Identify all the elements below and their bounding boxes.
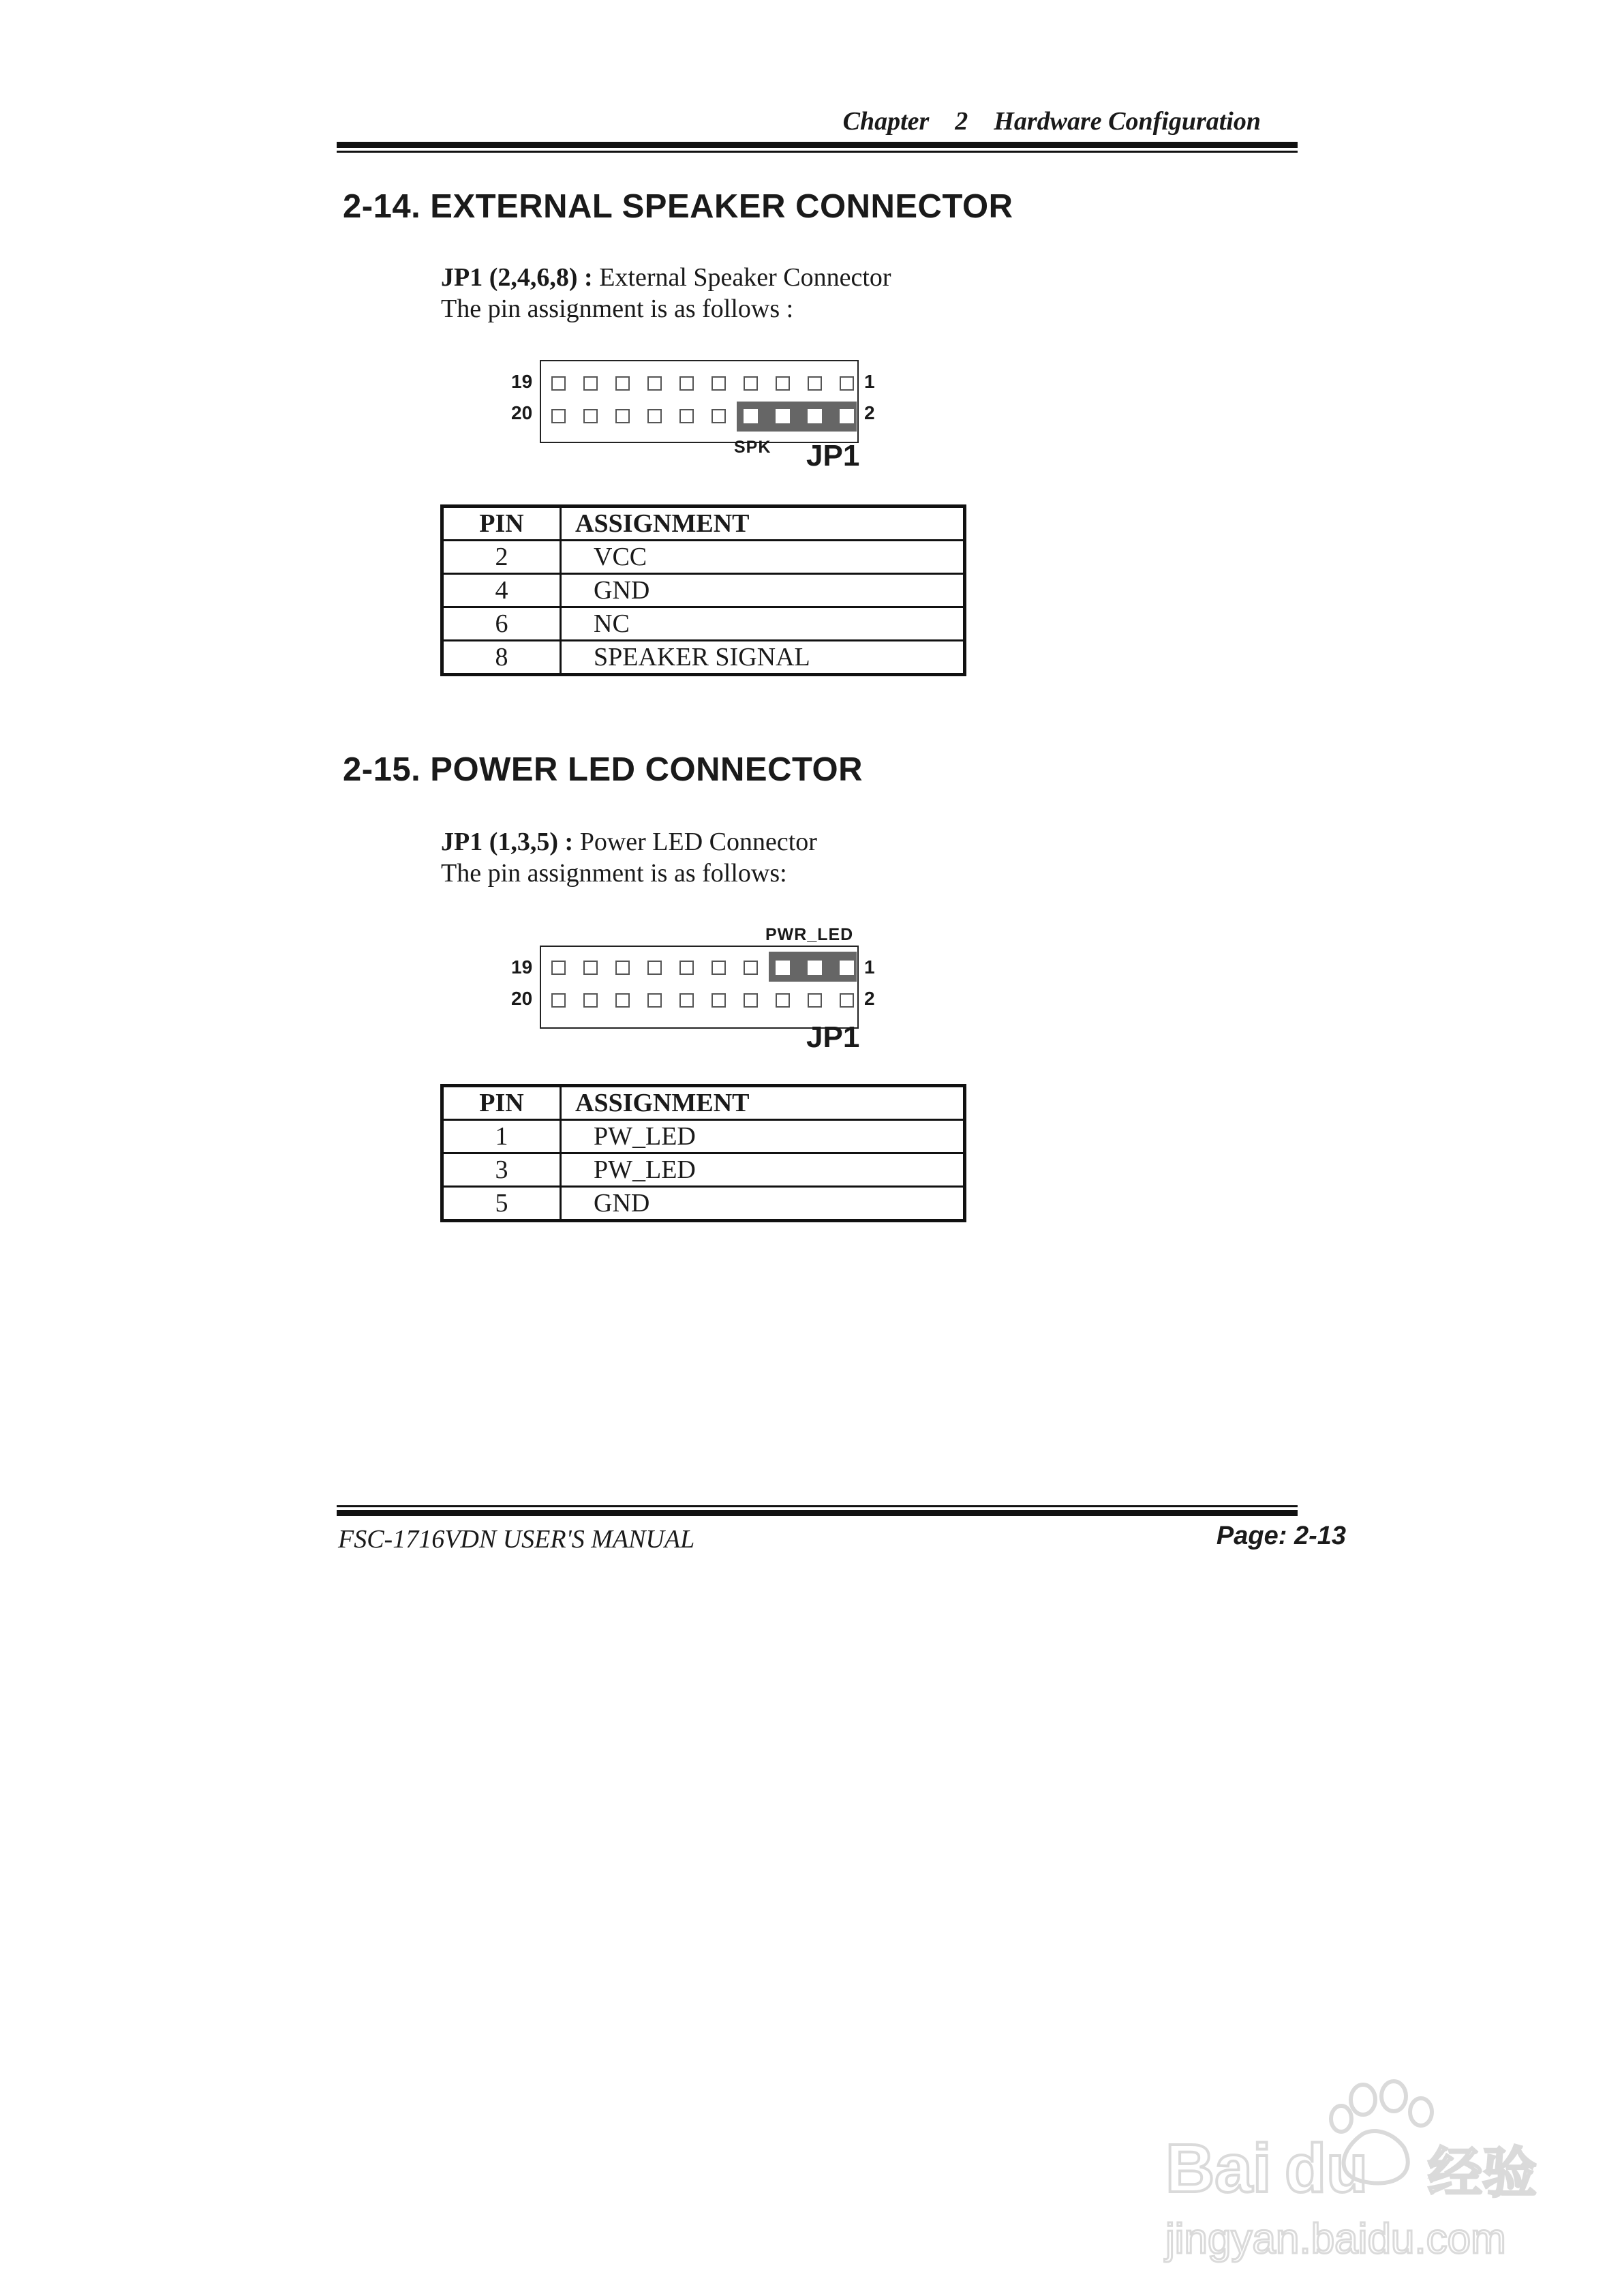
- connector-pin: [711, 961, 726, 975]
- connector-pin: [711, 376, 726, 391]
- connector-pin: [551, 961, 566, 975]
- table-row: [442, 541, 965, 574]
- connector-pin: [615, 376, 630, 391]
- baidu-jingyan-watermark: [1159, 2072, 1567, 2277]
- col-header-pin: PIN: [442, 507, 561, 541]
- pin-label-20: 20: [511, 988, 533, 1009]
- connector-pin: [840, 376, 854, 391]
- pin-label-19: 19: [511, 371, 533, 392]
- connector-pin: [679, 993, 694, 1008]
- col-header-assignment: ASSIGNMENT: [561, 1086, 965, 1120]
- section-title-power-led: 2-15. POWER LED CONNECTOR: [343, 751, 863, 788]
- connector-pin: [711, 993, 726, 1008]
- speaker-connector-diagram: [504, 354, 886, 477]
- col-header-pin: PIN: [442, 1086, 561, 1120]
- connector-pin: [551, 376, 566, 391]
- pin-label-20: 20: [511, 402, 533, 423]
- connector-header-body: [540, 360, 859, 443]
- connector-pin: [647, 409, 662, 423]
- connector-pin: [679, 409, 694, 423]
- connector-pin: [583, 993, 598, 1008]
- chapter-header: Chapter 2 Hardware Configuration: [842, 107, 1261, 136]
- speaker-description: [441, 262, 891, 324]
- connector-pin: [744, 409, 758, 423]
- table-row: [442, 1120, 965, 1153]
- connector-pin: [647, 993, 662, 1008]
- footer-rule-thin: [337, 1505, 1298, 1507]
- table-row: [442, 1187, 965, 1221]
- pwr-led-label: PWR_LED: [765, 925, 854, 944]
- pin-cell: 2: [442, 541, 561, 574]
- speaker-desc-line2: The pin assignment is as follows :: [441, 294, 794, 323]
- connector-pin: [808, 961, 822, 975]
- power-desc-text: Power LED Connector: [573, 828, 817, 856]
- pin-label-1: 1: [864, 371, 875, 392]
- power-led-description: [441, 826, 817, 889]
- assignment-cell: GND: [561, 1187, 965, 1221]
- svg-text:经验: 经验: [1428, 2141, 1537, 2205]
- manual-title: FSC-1716VDN USER'S MANUAL: [338, 1525, 695, 1554]
- connector-pin: [647, 961, 662, 975]
- connector-pin: [744, 376, 758, 391]
- pin-cell: 6: [442, 607, 561, 641]
- connector-pin: [583, 409, 598, 423]
- power-led-pin-table: [440, 1084, 966, 1222]
- connector-pin: [744, 993, 758, 1008]
- svg-text:Bai: Bai: [1165, 2130, 1272, 2207]
- header-rule-thin: [337, 151, 1298, 153]
- connector-pin: [615, 961, 630, 975]
- connector-pin: [679, 961, 694, 975]
- connector-pin: [647, 376, 662, 391]
- connector-pin: [679, 376, 694, 391]
- connector-pin: [615, 409, 630, 423]
- footer-rule: [337, 1510, 1298, 1516]
- connector-pin: [808, 376, 822, 391]
- pin-label-2: 2: [864, 402, 875, 423]
- connector-pin: [776, 409, 790, 423]
- table-row: [442, 574, 965, 607]
- table-row: [442, 607, 965, 641]
- pin-cell: 4: [442, 574, 561, 607]
- pin-cell: 8: [442, 641, 561, 675]
- assignment-cell: PW_LED: [561, 1120, 965, 1153]
- assignment-cell: PW_LED: [561, 1153, 965, 1187]
- connector-pin: [808, 409, 822, 423]
- speaker-desc-text: External Speaker Connector: [592, 263, 891, 292]
- table-row: [442, 1153, 965, 1187]
- connector-pin: [615, 993, 630, 1008]
- connector-pin: [776, 961, 790, 975]
- connector-pin: [840, 409, 854, 423]
- jp1-label: JP1: [806, 439, 860, 472]
- svg-text:du: du: [1285, 2130, 1368, 2207]
- table-row: [442, 641, 965, 675]
- connector-pin: [583, 376, 598, 391]
- header-rule: [337, 142, 1298, 148]
- connector-pin: [711, 409, 726, 423]
- pin-cell: 5: [442, 1187, 561, 1221]
- speaker-desc-label: JP1 (2,4,6,8) :: [441, 263, 593, 292]
- section-title-speaker: 2-14. EXTERNAL SPEAKER CONNECTOR: [343, 188, 1013, 225]
- connector-pin: [551, 993, 566, 1008]
- pin-label-2: 2: [864, 988, 875, 1009]
- connector-pin: [840, 993, 854, 1008]
- connector-pin: [776, 993, 790, 1008]
- svg-text:jingyan.baidu.com: jingyan.baidu.com: [1165, 2216, 1506, 2263]
- page-number: Page: 2-13: [1216, 1522, 1346, 1550]
- connector-header-body: [540, 946, 859, 1029]
- col-header-assignment: ASSIGNMENT: [561, 507, 965, 541]
- pin-label-1: 1: [864, 956, 875, 978]
- connector-pin: [744, 961, 758, 975]
- connector-pin: [551, 409, 566, 423]
- power-desc-label: JP1 (1,3,5) :: [441, 828, 574, 856]
- connector-pin: [583, 961, 598, 975]
- paw-logo-icon: [1159, 2072, 1567, 2277]
- power-desc-line2: The pin assignment is as follows:: [441, 859, 787, 888]
- pin-cell: 1: [442, 1120, 561, 1153]
- assignment-cell: VCC: [561, 541, 965, 574]
- spk-label: SPK: [734, 438, 771, 457]
- connector-pin: [840, 961, 854, 975]
- pin-cell: 3: [442, 1153, 561, 1187]
- pin-label-19: 19: [511, 956, 533, 978]
- jp1-label: JP1: [806, 1021, 860, 1054]
- power-led-connector-diagram: [504, 917, 886, 1060]
- speaker-pin-table: [440, 504, 966, 676]
- connector-pin: [808, 993, 822, 1008]
- assignment-cell: GND: [561, 574, 965, 607]
- connector-pin: [776, 376, 790, 391]
- assignment-cell: SPEAKER SIGNAL: [561, 641, 965, 675]
- assignment-cell: NC: [561, 607, 965, 641]
